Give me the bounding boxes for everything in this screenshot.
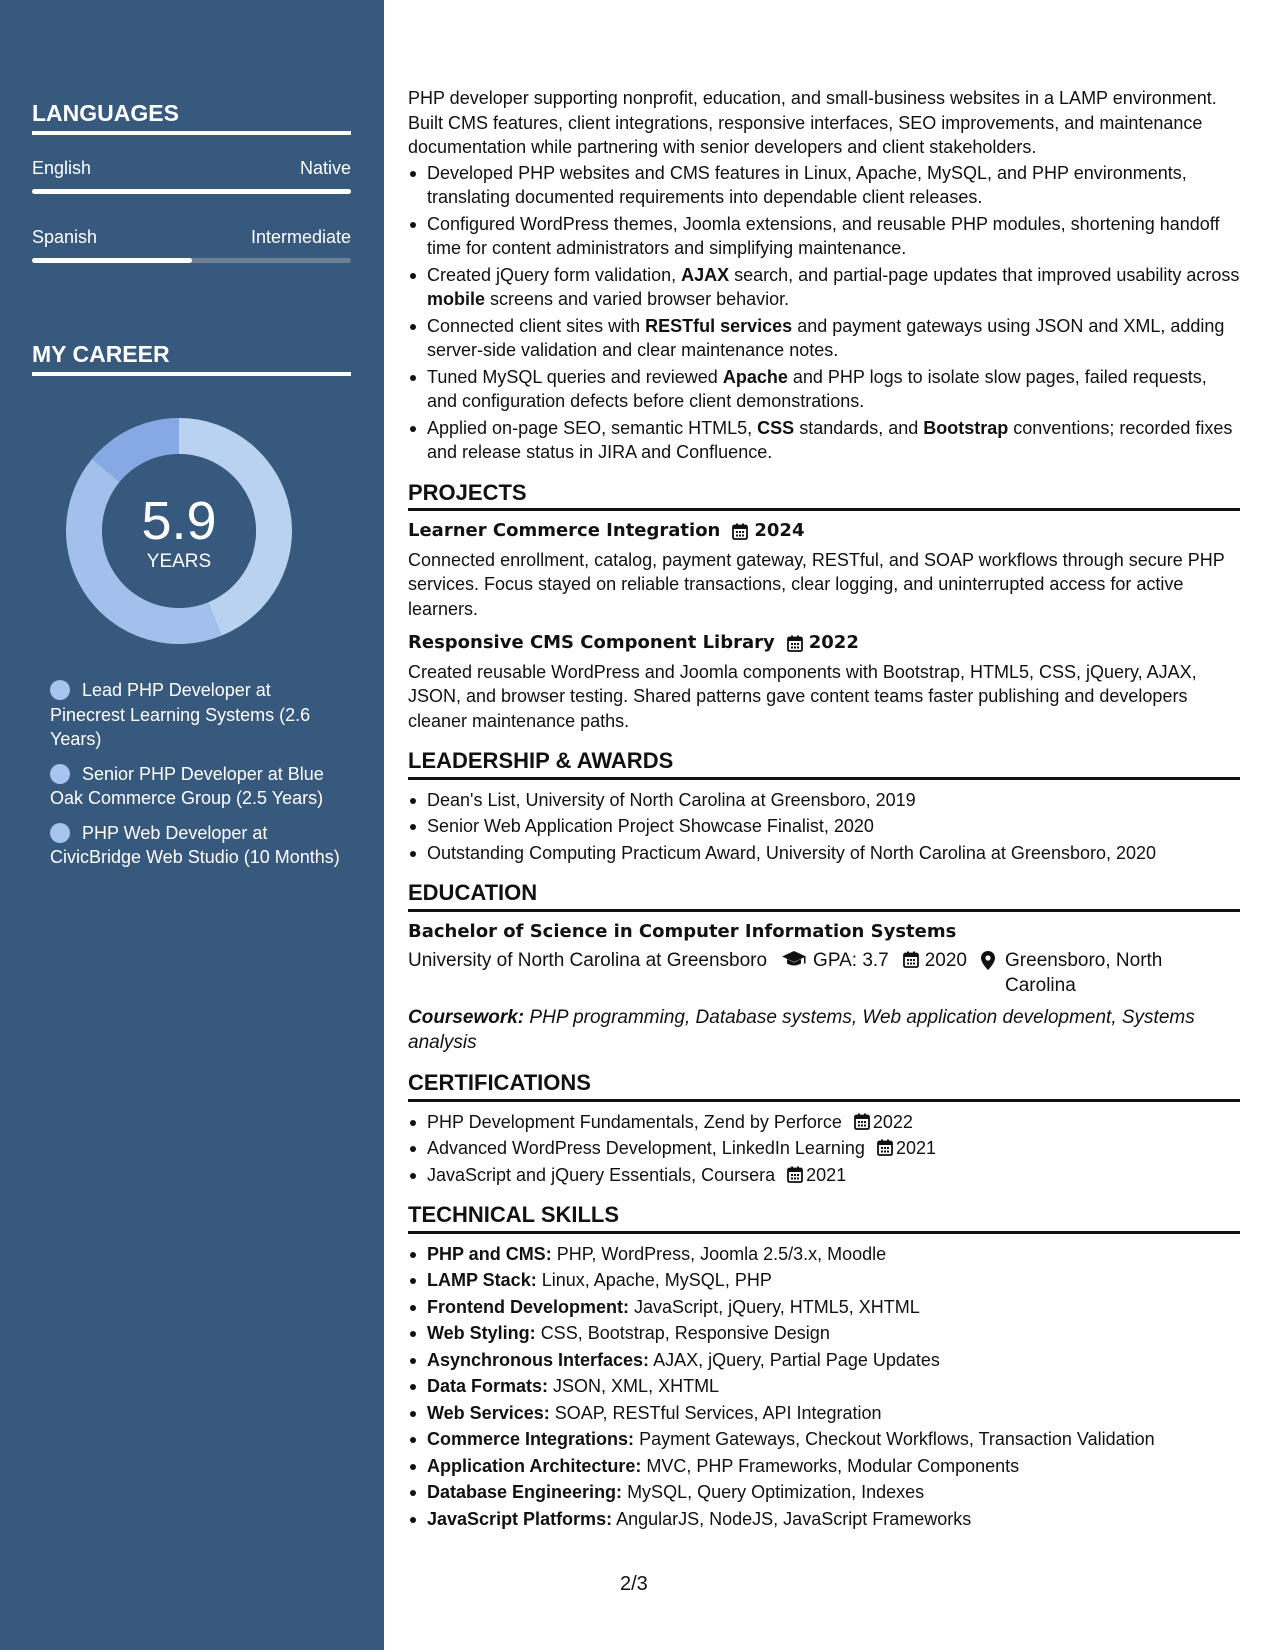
career-item <box>50 678 340 752</box>
skill-label: Application Architecture: <box>427 1455 642 1476</box>
career-dot-icon <box>50 764 70 784</box>
project-header <box>408 519 1240 544</box>
language-row-english <box>32 158 351 179</box>
experience-bullet <box>408 161 1240 210</box>
bullet-keyword: AJAX <box>681 264 730 285</box>
career-dot-icon <box>50 680 70 700</box>
bullet-text: search, and partial-page updates that improved usability across <box>729 264 1240 285</box>
certification-name: PHP Development Fundamentals, Zend by Perforce <box>427 1111 842 1132</box>
bullet-text: Applied on-page SEO, semantic HTML5, <box>427 417 758 438</box>
career-item <box>50 821 340 870</box>
skill-label: JavaScript Platforms: <box>427 1508 613 1529</box>
career-total-value: 5.9 <box>141 491 217 551</box>
bullet-text: and PHP logs to isolate slow pages, failed requests, and configuration defects before client demonstrations. <box>427 366 1207 411</box>
education-details <box>408 949 1240 998</box>
certification-item <box>408 1110 1240 1135</box>
certification-year: 2022 <box>872 1111 913 1132</box>
calendar-icon <box>903 951 919 968</box>
certification-name: Advanced WordPress Development, LinkedIn Learning <box>427 1138 865 1158</box>
map-pin-icon <box>981 951 995 970</box>
project-item <box>408 519 1240 621</box>
project-year: 2024 <box>754 520 805 541</box>
technical-skills-list <box>408 1242 1240 1532</box>
skill-label: Data Formats: <box>427 1376 549 1396</box>
skill-label: Asynchronous Interfaces: <box>427 1349 650 1370</box>
certification-year: 2021 <box>895 1138 936 1158</box>
certifications-heading: CERTIFICATIONS <box>408 1071 1240 1102</box>
skill-items: CSS, Bootstrap, Responsive Design <box>540 1323 830 1343</box>
language-bar-spanish <box>32 258 351 263</box>
projects-heading: PROJECTS <box>408 481 1240 512</box>
language-level: Native <box>299 158 351 178</box>
education-coursework <box>408 1006 1240 1055</box>
coursework-text: PHP programming, Database systems, Web application development, Systems analysis <box>408 1007 1195 1053</box>
career-total-unit: YEARS <box>146 551 212 572</box>
bullet-text: standards, and <box>794 417 924 438</box>
language-name: Spanish <box>32 227 98 247</box>
page-number: 2/3 <box>620 1573 648 1595</box>
calendar-icon <box>854 1113 870 1130</box>
bullet-text: Connected client sites with <box>427 315 646 336</box>
project-year: 2022 <box>808 632 859 653</box>
career-dot-icon <box>50 823 70 843</box>
bullet-keyword: Apache <box>722 366 788 387</box>
experience-bullet <box>408 314 1240 363</box>
skill-items: AngularJS, NodeJS, JavaScript Frameworks <box>616 1508 972 1529</box>
experience-bullet <box>408 416 1240 465</box>
career-item-text: PHP Web Developer at CivicBridge Web Studio (10 Months) <box>50 822 340 867</box>
calendar-icon <box>732 523 748 540</box>
main-content <box>408 86 1240 1533</box>
career-donut-center <box>66 418 292 644</box>
certification-item <box>408 1136 1240 1161</box>
leadership-heading: LEADERSHIP & AWARDS <box>408 749 1240 780</box>
language-bar-english <box>32 189 351 194</box>
skill-items: AJAX, jQuery, Partial Page Updates <box>653 1349 940 1370</box>
leadership-item: Outstanding Computing Practicum Award, University of North Carolina at Greensboro, 2020 <box>408 841 1240 866</box>
sidebar <box>0 0 384 1650</box>
calendar-icon <box>787 635 803 652</box>
bullet-keyword: mobile <box>427 289 486 309</box>
experience-bullet <box>408 263 1240 312</box>
bullet-text: conventions; recorded fixes and release status in JIRA and Confluence. <box>427 417 1233 462</box>
skill-items: MySQL, Query Optimization, Indexes <box>627 1482 925 1502</box>
skill-label: Web Styling: <box>427 1323 536 1343</box>
career-item-text: Lead PHP Developer at Pinecrest Learning Systems (2.6 Years) <box>50 680 311 749</box>
skill-label: Database Engineering: <box>427 1482 623 1502</box>
experience-summary: PHP developer supporting nonprofit, education, and small-business websites in a LAMP environment. Built CMS features, client integrations, responsive interfaces, SEO improvements, and maintenance documentation while partnering with senior developers and client stakeholders. <box>408 88 1217 157</box>
education-degree: Bachelor of Science in Computer Information Systems <box>408 920 957 942</box>
bullet-text: Developed PHP websites and CMS features in Linux, Apache, MySQL, and PHP environments, translating documented requirements into dependable client releases. <box>427 162 1187 207</box>
leadership-list <box>408 788 1240 866</box>
career-item-text: Senior PHP Developer at Blue Oak Commerce Group (2.5 Years) <box>50 763 324 808</box>
project-name: Learner Commerce Integration <box>408 520 721 541</box>
skill-item <box>408 1268 1240 1293</box>
languages-heading: LANGUAGES <box>32 100 351 135</box>
leadership-item: Dean's List, University of North Carolina at Greensboro, 2019 <box>408 788 1240 813</box>
certification-name: JavaScript and jQuery Essentials, Coursera <box>427 1164 776 1185</box>
skill-item <box>408 1242 1240 1267</box>
leadership-item: Senior Web Application Project Showcase Finalist, 2020 <box>408 814 1240 839</box>
education-year-group <box>903 949 967 998</box>
graduation-cap-icon <box>781 950 807 968</box>
career-donut-chart <box>66 418 292 644</box>
education-location-group <box>981 949 1195 998</box>
project-name: Responsive CMS Component Library <box>408 632 775 653</box>
skill-item <box>408 1348 1240 1373</box>
education-heading: EDUCATION <box>408 881 1240 912</box>
education-gpa-group <box>781 949 889 998</box>
career-heading: MY CAREER <box>32 341 351 376</box>
bullet-keyword: Bootstrap <box>923 417 1009 438</box>
language-level: Intermediate <box>250 227 351 247</box>
education-year: 2020 <box>924 950 968 971</box>
skill-label: Frontend Development: <box>427 1296 630 1317</box>
skill-item <box>408 1374 1240 1399</box>
skill-items: JSON, XML, XHTML <box>553 1376 720 1396</box>
skill-item <box>408 1480 1240 1505</box>
skill-items: Payment Gateways, Checkout Workflows, Transaction Validation <box>639 1429 1155 1449</box>
bullet-keyword: RESTful services <box>645 315 793 336</box>
language-name: English <box>32 158 92 178</box>
project-description: Connected enrollment, catalog, payment gateway, RESTful, and SOAP workflows through secure PHP services. Focus stayed on reliable transactions, clear logging, and uninterrupted access for active learners. <box>408 549 1225 619</box>
skill-label: Web Services: <box>427 1402 550 1423</box>
career-item <box>50 762 340 811</box>
bullet-text: Created jQuery form validation, <box>427 264 682 285</box>
skill-item <box>408 1427 1240 1452</box>
skill-items: MVC, PHP Frameworks, Modular Components <box>646 1455 1020 1476</box>
experience-bullets <box>408 161 1240 465</box>
skill-items: PHP, WordPress, Joomla 2.5/3.x, Moodle <box>556 1243 887 1264</box>
education-school: University of North Carolina at Greensboro <box>408 950 768 971</box>
certification-year: 2021 <box>806 1164 847 1185</box>
career-list <box>50 678 340 880</box>
experience-bullet <box>408 212 1240 261</box>
certifications-list <box>408 1110 1240 1188</box>
bullet-text: and payment gateways using JSON and XML, adding server-side validation and clear maintenance notes. <box>427 315 1225 360</box>
skill-label: LAMP Stack: <box>427 1270 537 1290</box>
calendar-icon <box>787 1166 803 1183</box>
language-bar-fill <box>32 258 192 263</box>
skill-label: PHP and CMS: <box>427 1243 552 1264</box>
skill-items: Linux, Apache, MySQL, PHP <box>541 1270 772 1290</box>
experience-bullet <box>408 365 1240 414</box>
project-header <box>408 631 1240 656</box>
education-gpa: GPA: 3.7 <box>813 950 889 971</box>
technical-skills-heading: TECHNICAL SKILLS <box>408 1203 1240 1234</box>
bullet-text: Configured WordPress themes, Joomla extensions, and reusable PHP modules, shortening handoff time for content administrators and simplifying maintenance. <box>427 213 1220 258</box>
skill-label: Commerce Integrations: <box>427 1429 635 1449</box>
project-item <box>408 631 1240 733</box>
skill-items: SOAP, RESTful Services, API Integration <box>554 1402 882 1423</box>
bullet-text: screens and varied browser behavior. <box>485 289 790 309</box>
calendar-icon <box>877 1139 893 1156</box>
bullet-text: Tuned MySQL queries and reviewed <box>427 366 723 387</box>
skill-items: JavaScript, jQuery, HTML5, XHTML <box>634 1296 920 1317</box>
skill-item <box>408 1295 1240 1320</box>
certification-item <box>408 1163 1240 1188</box>
skill-item <box>408 1507 1240 1532</box>
language-row-spanish <box>32 227 351 248</box>
skill-item <box>408 1321 1240 1346</box>
skill-item <box>408 1454 1240 1479</box>
education-location: Greensboro, North Carolina <box>1005 950 1163 996</box>
coursework-label: Coursework: <box>408 1007 525 1028</box>
skill-item <box>408 1401 1240 1426</box>
bullet-keyword: CSS <box>757 417 795 438</box>
language-bar-fill <box>32 189 351 194</box>
project-description: Created reusable WordPress and Joomla components with Bootstrap, HTML5, CSS, jQuery, AJAX, JSON, and browser testing. Shared patterns gave content teams faster publishing and developers cleaner maintenance paths. <box>408 661 1197 731</box>
